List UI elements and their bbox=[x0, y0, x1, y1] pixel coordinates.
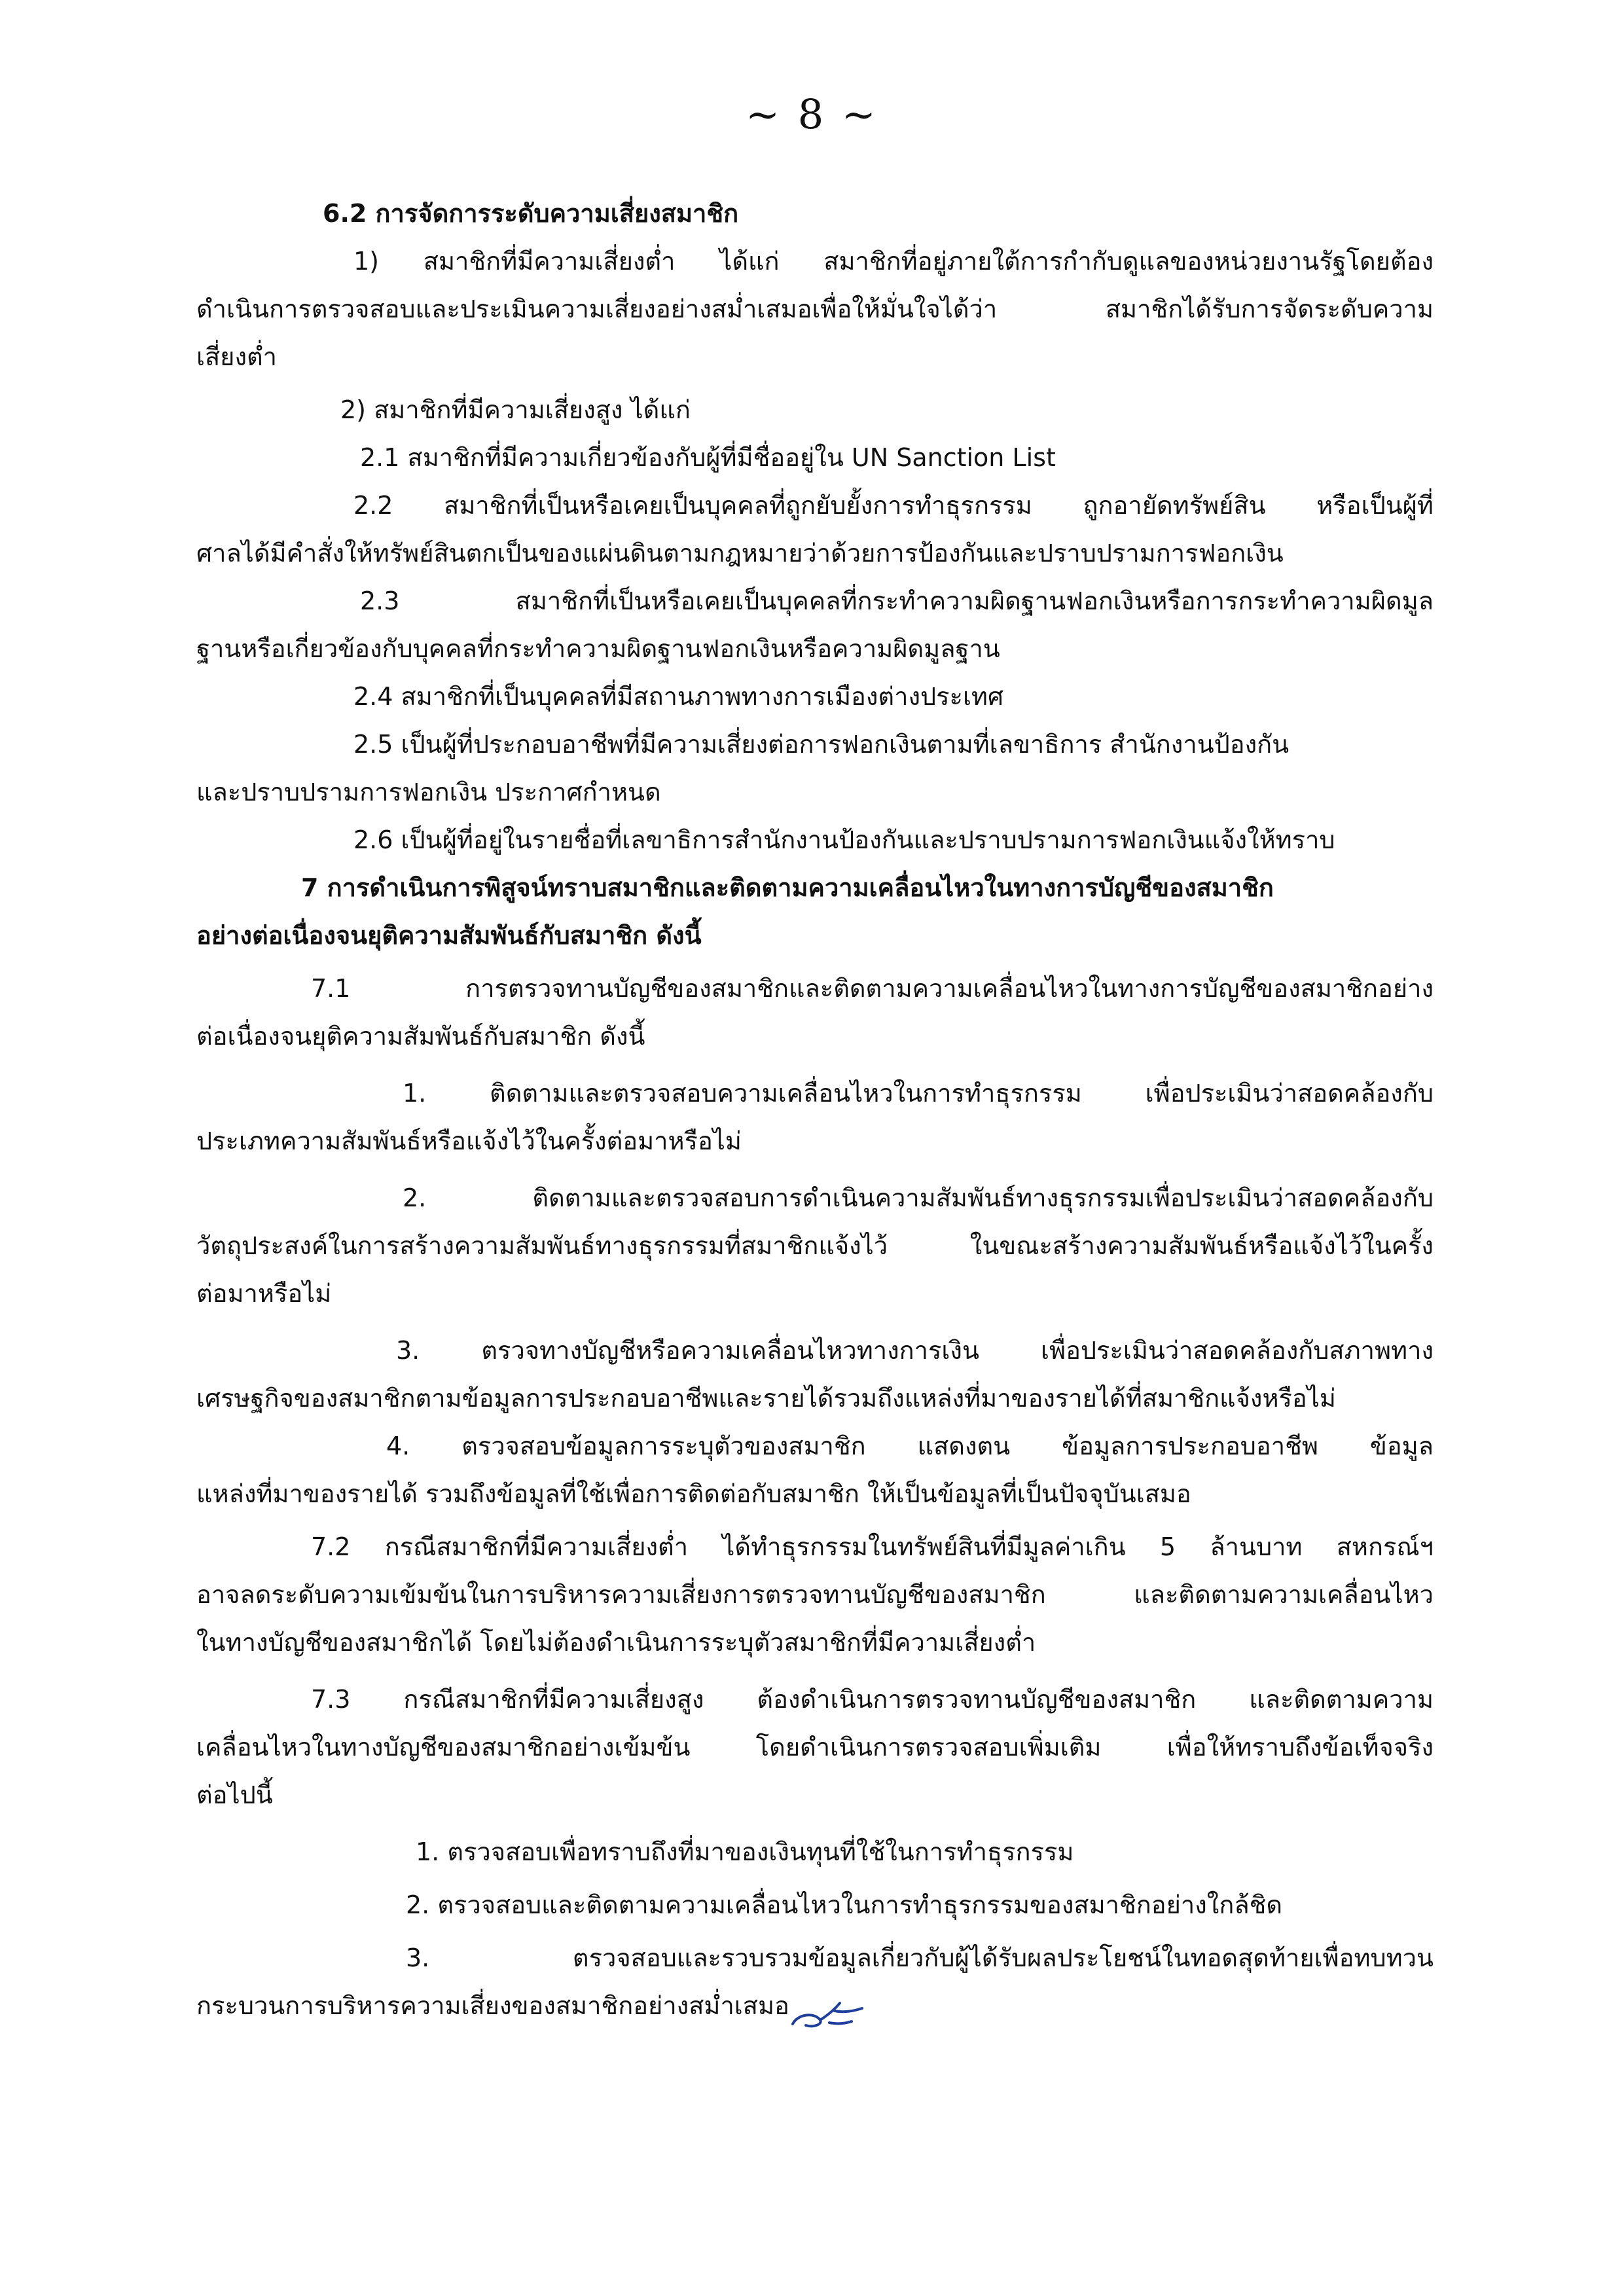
paragraph-line: กระบวนการบริหารความเสี่ยงของสมาชิกอย่างสม่ำเสมอ bbox=[196, 1991, 789, 2020]
section-7-1-item-4 bbox=[196, 1422, 1434, 1518]
paragraph-line: 4. ตรวจสอบข้อมูลการระบุตัวของสมาชิก แสดงตน ข้อมูลการประกอบอาชีพ ข้อมูล bbox=[386, 1432, 1434, 1460]
paragraph-line: ฐานหรือเกี่ยวข้องกับบุคคลที่กระทำความผิดฐานฟอกเงินหรือความผิดมูลฐาน bbox=[196, 634, 1000, 663]
section-7-1-item-3 bbox=[196, 1327, 1434, 1422]
paragraph-line: อาจลดระดับความเข้มข้นในการบริหารความเสี่ยงการตรวจทานบัญชีของสมาชิก และติดตามความเคลื่อนไหว bbox=[196, 1580, 1434, 1609]
section-7-1 bbox=[196, 965, 1434, 1060]
paragraph-line: ในทางบัญชีของสมาชิกได้ โดยไม่ต้องดำเนินการระบุตัวสมาชิกที่มีความเสี่ยงต่ำ bbox=[196, 1628, 1036, 1657]
paragraph-line: 2.3 สมาชิกที่เป็นหรือเคยเป็นบุคคลที่กระทำความผิดฐานฟอกเงินหรือการกระทำความผิดมูล bbox=[360, 587, 1434, 615]
document-body bbox=[196, 190, 1434, 2030]
sub-item-2-5 bbox=[196, 721, 1434, 816]
section-6-2-item-1 bbox=[196, 238, 1434, 381]
paragraph-line: ดำเนินการตรวจสอบและประเมินความเสี่ยงอย่างสม่ำเสมอเพื่อให้มั่นใจได้ว่า สมาชิกได้รับการจัดระดับความ bbox=[196, 295, 1434, 323]
paragraph-line: 2.5 เป็นผู้ที่ประกอบอาชีพที่มีความเสี่ยงต่อการฟอกเงินตามที่เลขาธิการ สำนักงานป้องกัน bbox=[353, 730, 1290, 759]
sub-item-2-1: 2.1 สมาชิกที่มีความเกี่ยวข้องกับผู้ที่มีชื่ออยู่ใน UN Sanction List bbox=[360, 443, 1056, 472]
section-7-3-item-2: 2. ตรวจสอบและติดตามความเคลื่อนไหวในการทำธุรกรรมของสมาชิกอย่างใกล้ชิด bbox=[406, 1890, 1283, 1919]
sub-item-2-2 bbox=[196, 482, 1434, 577]
paragraph-line: แหล่งที่มาของรายได้ รวมถึงข้อมูลที่ใช้เพื่อการติดต่อกับสมาชิก ให้เป็นข้อมูลที่เป็นปัจจุบันเสมอ bbox=[196, 1479, 1191, 1508]
sub-item-2-4: 2.4 สมาชิกที่เป็นบุคคลที่มีสถานภาพทางการเมืองต่างประเทศ bbox=[353, 682, 1004, 711]
paragraph-line: 2.2 สมาชิกที่เป็นหรือเคยเป็นบุคคลที่ถูกยับยั้งการทำธุรกรรม ถูกอายัดทรัพย์สิน หรือเป็นผู้ที่ bbox=[353, 491, 1434, 520]
section-title-line: 7 การดำเนินการพิสูจน์ทราบสมาชิกและติดตามความเคลื่อนไหวในทางการบัญชีของสมาชิก bbox=[301, 873, 1274, 902]
page-number: ~ 8 ~ bbox=[746, 90, 878, 138]
paragraph-line: 7.1 การตรวจทานบัญชีของสมาชิกและติดตามความเคลื่อนไหวในทางการบัญชีของสมาชิกอย่าง bbox=[311, 974, 1434, 1003]
paragraph-line: 7.3 กรณีสมาชิกที่มีความเสี่ยงสูง ต้องดำเนินการตรวจทานบัญชีของสมาชิก และติดตามความ bbox=[311, 1685, 1434, 1714]
section-7-1-item-1 bbox=[196, 1070, 1434, 1165]
paragraph-line: 1) สมาชิกที่มีความเสี่ยงต่ำ ได้แก่ สมาชิกที่อยู่ภายใต้การกำกับดูแลของหน่วยงานรัฐโดยต้อง bbox=[353, 247, 1434, 276]
paragraph-line: 2. ติดตามและตรวจสอบการดำเนินความสัมพันธ์ทางธุรกรรมเพื่อประเมินว่าสอดคล้องกับ bbox=[403, 1184, 1434, 1212]
signature-initials bbox=[789, 1998, 867, 2034]
paragraph-line: ต่อมาหรือไม่ bbox=[196, 1279, 332, 1308]
section-title-line: อย่างต่อเนื่องจนยุติความสัมพันธ์กับสมาชิก ดังนี้ bbox=[196, 921, 702, 950]
section-7-3-item-1: 1. ตรวจสอบเพื่อทราบถึงที่มาของเงินทุนที่ใช้ในการทำธุรกรรม bbox=[416, 1837, 1074, 1866]
paragraph-line: และปราบปรามการฟอกเงิน ประกาศกำหนด bbox=[196, 778, 661, 806]
section-6-2-title: 6.2 การจัดการระดับความเสี่ยงสมาชิก bbox=[323, 199, 739, 228]
section-7-2 bbox=[196, 1523, 1434, 1667]
paragraph-line: เศรษฐกิจของสมาชิกตามข้อมูลการประกอบอาชีพและรายได้รวมถึงแหล่งที่มาของรายได้ที่สมาชิกแจ้งหรือไม่ bbox=[196, 1384, 1336, 1413]
paragraph-line: 7.2 กรณีสมาชิกที่มีความเสี่ยงต่ำ ได้ทำธุรกรรมในทรัพย์สินที่มีมูลค่าเกิน 5 ล้านบาท สหกรณ์ฯ bbox=[311, 1532, 1434, 1561]
paragraph-line: เสี่ยงต่ำ bbox=[196, 342, 278, 371]
paragraph-line: ต่อเนื่องจนยุติความสัมพันธ์กับสมาชิก ดังนี้ bbox=[196, 1022, 645, 1051]
section-6-2-item-2-title: 2) สมาชิกที่มีความเสี่ยงสูง ได้แก่ bbox=[340, 395, 691, 424]
section-7-1-item-2 bbox=[196, 1174, 1434, 1318]
sub-item-2-6: 2.6 เป็นผู้ที่อยู่ในรายชื่อที่เลขาธิการสำนักงานป้องกันและปราบปรามการฟอกเงินแจ้งให้ทราบ bbox=[353, 825, 1335, 854]
section-7-title bbox=[196, 864, 1434, 960]
paragraph-line: วัตถุประสงค์ในการสร้างความสัมพันธ์ทางธุรกรรมที่สมาชิกแจ้งไว้ ในขณะสร้างความสัมพันธ์หรือแจ้งไว้ในครั้ง bbox=[196, 1231, 1434, 1260]
paragraph-line: 3. ตรวจสอบและรวบรวมข้อมูลเกี่ยวกับผู้ได้รับผลประโยชน์ในทอดสุดท้ายเพื่อทบทวน bbox=[406, 1943, 1434, 1972]
paragraph-line: ประเภทความสัมพันธ์หรือแจ้งไว้ในครั้งต่อมาหรือไม่ bbox=[196, 1127, 742, 1155]
section-7-3 bbox=[196, 1676, 1434, 1819]
sub-item-2-3 bbox=[196, 577, 1434, 673]
paragraph-line: เคลื่อนไหวในทางบัญชีของสมาชิกอย่างเข้มข้น โดยดำเนินการตรวจสอบเพิ่มเติม เพื่อให้ทราบถึงข้อเท็จจริง bbox=[196, 1733, 1434, 1762]
paragraph-line: 3. ตรวจทางบัญชีหรือความเคลื่อนไหวทางการเงิน เพื่อประเมินว่าสอดคล้องกับสภาพทาง bbox=[396, 1336, 1434, 1365]
paragraph-line: ศาลได้มีคำสั่งให้ทรัพย์สินตกเป็นของแผ่นดินตามกฎหมายว่าด้วยการป้องกันและปราบปรามการฟอกเงิน bbox=[196, 539, 1284, 568]
paragraph-line: ต่อไปนี้ bbox=[196, 1780, 273, 1809]
paragraph-line: 1. ติดตามและตรวจสอบความเคลื่อนไหวในการทำธุรกรรม เพื่อประเมินว่าสอดคล้องกับ bbox=[403, 1079, 1434, 1108]
